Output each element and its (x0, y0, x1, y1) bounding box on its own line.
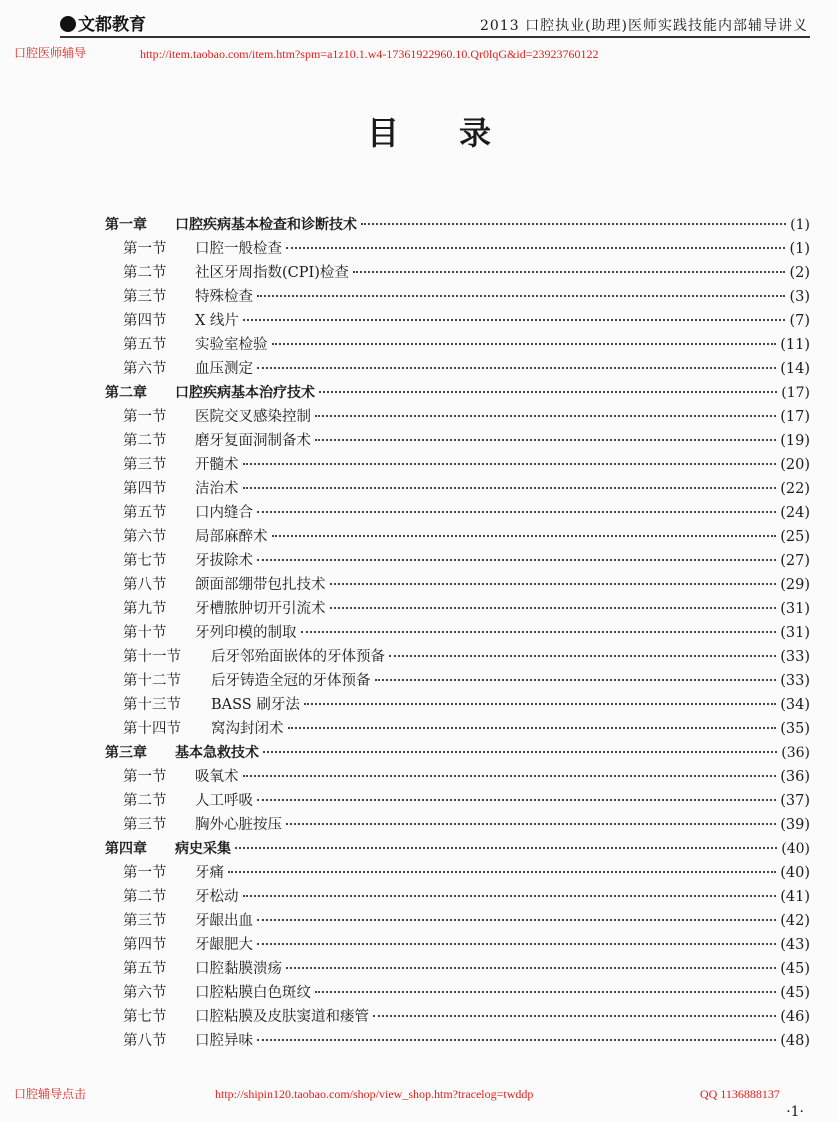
toc-title: 牙龈肥大 (195, 937, 253, 953)
toc-title: 社区牙周指数(CPI)检查 (195, 265, 349, 281)
toc-chapter (105, 216, 810, 240)
leader-dots (243, 319, 786, 321)
leader-dots (353, 271, 786, 273)
toc-page: (37) (780, 793, 810, 809)
toc-section (105, 504, 810, 528)
toc-section (105, 816, 810, 840)
toc-title: 基本急救技术 (175, 745, 259, 761)
toc-section (105, 912, 810, 936)
toc-section (105, 888, 810, 912)
leader-dots (272, 535, 777, 537)
leader-dots (263, 751, 777, 753)
toc-chapter (105, 840, 810, 864)
toc-title: 窝沟封闭术 (211, 721, 284, 737)
toc-label: 第八节 (123, 577, 167, 593)
leader-dots (228, 871, 776, 873)
toc-label: 第二节 (123, 433, 167, 449)
toc-page: (27) (780, 553, 810, 569)
toc-page: (1) (790, 217, 810, 233)
toc-page: (45) (780, 985, 810, 1001)
watermark-qq: QQ 1136888137 (700, 1087, 780, 1101)
toc-label: 第八节 (123, 1033, 167, 1049)
toc-label: 第十一节 (123, 649, 181, 665)
toc-page: (25) (780, 529, 810, 545)
toc-page: (36) (780, 769, 810, 785)
logo-text: 文都教育 (78, 15, 146, 35)
toc-page: (45) (780, 961, 810, 977)
toc-page: (48) (780, 1033, 810, 1049)
toc-section (105, 432, 810, 456)
header-rule (60, 36, 810, 38)
toc-label: 第四节 (123, 481, 167, 497)
leader-dots (361, 223, 786, 225)
toc-label: 第十三节 (123, 697, 181, 713)
toc-page: (33) (780, 673, 810, 689)
toc-label: 第三章 (105, 745, 147, 761)
toc-label: 第三节 (123, 289, 167, 305)
toc-chapter (105, 384, 810, 408)
toc-label: 第一节 (123, 769, 167, 785)
toc-title: 牙松动 (195, 889, 239, 905)
toc-label: 第四章 (105, 841, 147, 857)
toc-section (105, 1032, 810, 1056)
toc-page: (41) (780, 889, 810, 905)
toc-title: 实验室检验 (195, 337, 268, 353)
leader-dots (257, 799, 776, 801)
toc-label: 第一节 (123, 409, 167, 425)
leader-dots (243, 775, 777, 777)
toc-page: (22) (780, 481, 810, 497)
leader-dots (301, 631, 777, 633)
toc-page: (43) (780, 937, 810, 953)
toc-section (105, 720, 810, 744)
toc-label: 第三节 (123, 457, 167, 473)
toc-label: 第一节 (123, 241, 167, 257)
leader-dots (286, 247, 785, 249)
watermark-bottom-url[interactable]: http://shipin120.taobao.com/shop/view_shop.htm?tracelog=twddp (215, 1087, 534, 1101)
toc-section (105, 264, 810, 288)
leader-dots (288, 727, 777, 729)
toc-page: (11) (780, 337, 810, 353)
toc-label: 第二节 (123, 793, 167, 809)
watermark-top-left: 口腔医师辅导 (14, 46, 87, 60)
toc-label: 第一节 (123, 865, 167, 881)
toc-title: 口腔粘膜白色斑纹 (195, 985, 311, 1001)
toc-label: 第二节 (123, 265, 167, 281)
watermark-top-url[interactable]: http://item.taobao.com/item.htm?spm=a1z10.1.w4-17361922960.10.Qr0lqG&id=23923760122 (140, 47, 599, 61)
toc-page: (31) (780, 625, 810, 641)
toc-label: 第一章 (105, 217, 147, 233)
toc-section (105, 360, 810, 384)
toc-title: 牙列印模的制取 (195, 625, 297, 641)
toc-section (105, 864, 810, 888)
toc-section (105, 240, 810, 264)
toc-section (105, 600, 810, 624)
toc-page: (46) (780, 1009, 810, 1025)
toc-title: 口腔疾病基本检查和诊断技术 (175, 217, 357, 233)
toc-label: 第二章 (105, 385, 147, 401)
toc-title: 后牙邻殆面嵌体的牙体预备 (211, 649, 385, 665)
page-number: ·1· (786, 1104, 804, 1120)
toc-chapter (105, 744, 810, 768)
toc-title: 病史采集 (175, 841, 231, 857)
toc-page: (19) (780, 433, 810, 449)
toc-section (105, 408, 810, 432)
toc-label: 第五节 (123, 961, 167, 977)
leader-dots (315, 439, 776, 441)
leader-dots (257, 367, 776, 369)
toc-title: 开髓术 (195, 457, 239, 473)
toc-section (105, 960, 810, 984)
leader-dots (257, 559, 776, 561)
toc-page: (1) (789, 241, 810, 257)
toc-page: (14) (780, 361, 810, 377)
toc-label: 第六节 (123, 361, 167, 377)
toc-title: 特殊检查 (195, 289, 253, 305)
toc-label: 第三节 (123, 913, 167, 929)
toc-page: (34) (780, 697, 810, 713)
toc-section (105, 624, 810, 648)
leader-dots (375, 679, 777, 681)
toc-section (105, 648, 810, 672)
leader-dots (235, 847, 777, 849)
leader-dots (286, 823, 776, 825)
leader-dots (257, 943, 776, 945)
page-title: 目录 (366, 114, 551, 152)
leader-dots (315, 991, 776, 993)
toc-label: 第五节 (123, 505, 167, 521)
toc-title: X 线片 (195, 313, 239, 329)
leader-dots (257, 511, 776, 513)
toc-title: 牙痛 (195, 865, 224, 881)
leader-dots (257, 919, 776, 921)
toc-page: (2) (789, 265, 810, 281)
toc-section (105, 552, 810, 576)
toc-label: 第十四节 (123, 721, 181, 737)
toc-title: 口腔疾病基本治疗技术 (175, 385, 315, 401)
toc-section (105, 336, 810, 360)
watermark-bottom-left: 口腔辅导点击 (14, 1087, 87, 1101)
toc-section (105, 528, 810, 552)
leader-dots (319, 391, 777, 393)
toc-label: 第五节 (123, 337, 167, 353)
toc-section (105, 312, 810, 336)
leader-dots (330, 607, 777, 609)
toc-title: 后牙铸造全冠的牙体预备 (211, 673, 371, 689)
toc-page: (24) (780, 505, 810, 521)
toc-label: 第六节 (123, 985, 167, 1001)
toc-page: (29) (780, 577, 810, 593)
toc-title: 胸外心脏按压 (195, 817, 282, 833)
leader-dots (243, 487, 777, 489)
toc-label: 第九节 (123, 601, 167, 617)
toc-label: 第二节 (123, 889, 167, 905)
toc-title: 口腔异味 (195, 1033, 253, 1049)
toc-label: 第四节 (123, 937, 167, 953)
toc-title: 人工呼吸 (195, 793, 253, 809)
toc-section (105, 456, 810, 480)
toc-label: 第七节 (123, 1009, 167, 1025)
leader-dots (257, 295, 785, 297)
toc-title: 口腔黏膜溃疡 (195, 961, 282, 977)
toc-label: 第四节 (123, 313, 167, 329)
toc-title: 血压测定 (195, 361, 253, 377)
toc-page: (31) (780, 601, 810, 617)
toc-title: 口腔一般检查 (195, 241, 282, 257)
leader-dots (330, 583, 777, 585)
running-header: 2013 口腔执业(助理)医师实践技能内部辅导讲义 (479, 18, 808, 34)
toc-page: (17) (781, 385, 810, 401)
leader-dots (304, 703, 776, 705)
toc-label: 第十节 (123, 625, 167, 641)
toc-label: 第三节 (123, 817, 167, 833)
toc-section (105, 696, 810, 720)
toc-page: (40) (781, 841, 810, 857)
toc-title: 医院交叉感染控制 (195, 409, 311, 425)
leader-dots (315, 415, 776, 417)
toc-section (105, 792, 810, 816)
toc-page: (36) (781, 745, 810, 761)
leader-dots (272, 343, 777, 345)
leader-dots (243, 463, 777, 465)
toc-page: (33) (780, 649, 810, 665)
toc-page: (35) (780, 721, 810, 737)
toc-page: (40) (780, 865, 810, 881)
toc-page: (39) (780, 817, 810, 833)
toc-title: 牙槽脓肿切开引流术 (195, 601, 326, 617)
leader-dots (243, 895, 777, 897)
leader-dots (286, 967, 776, 969)
toc-page: (3) (789, 289, 810, 305)
logo-icon (60, 16, 76, 32)
toc-section (105, 984, 810, 1008)
toc-title: 吸氧术 (195, 769, 239, 785)
leader-dots (373, 1015, 776, 1017)
leader-dots (389, 655, 776, 657)
toc-title: 局部麻醉术 (195, 529, 268, 545)
toc-label: 第六节 (123, 529, 167, 545)
toc-section (105, 576, 810, 600)
toc-title: 洁治术 (195, 481, 239, 497)
toc-page: (17) (780, 409, 810, 425)
toc-title: 口腔粘膜及皮肤窦道和瘘管 (195, 1009, 369, 1025)
toc-section (105, 768, 810, 792)
toc-title: 口内缝合 (195, 505, 253, 521)
toc-label: 第七节 (123, 553, 167, 569)
toc-section (105, 672, 810, 696)
toc-title: 颌面部绷带包扎技术 (195, 577, 326, 593)
publisher-logo (60, 10, 146, 35)
toc-title: 牙龈出血 (195, 913, 253, 929)
toc-title: 牙拔除术 (195, 553, 253, 569)
toc-title: BASS 刷牙法 (211, 697, 300, 713)
toc-title: 磨牙复面洞制备术 (195, 433, 311, 449)
toc-section (105, 288, 810, 312)
toc-section (105, 1008, 810, 1032)
leader-dots (257, 1039, 776, 1041)
toc-label: 第十二节 (123, 673, 181, 689)
toc-page: (20) (780, 457, 810, 473)
table-of-contents (105, 216, 810, 1056)
toc-section (105, 480, 810, 504)
toc-page: (7) (789, 313, 810, 329)
toc-section (105, 936, 810, 960)
toc-page: (42) (780, 913, 810, 929)
